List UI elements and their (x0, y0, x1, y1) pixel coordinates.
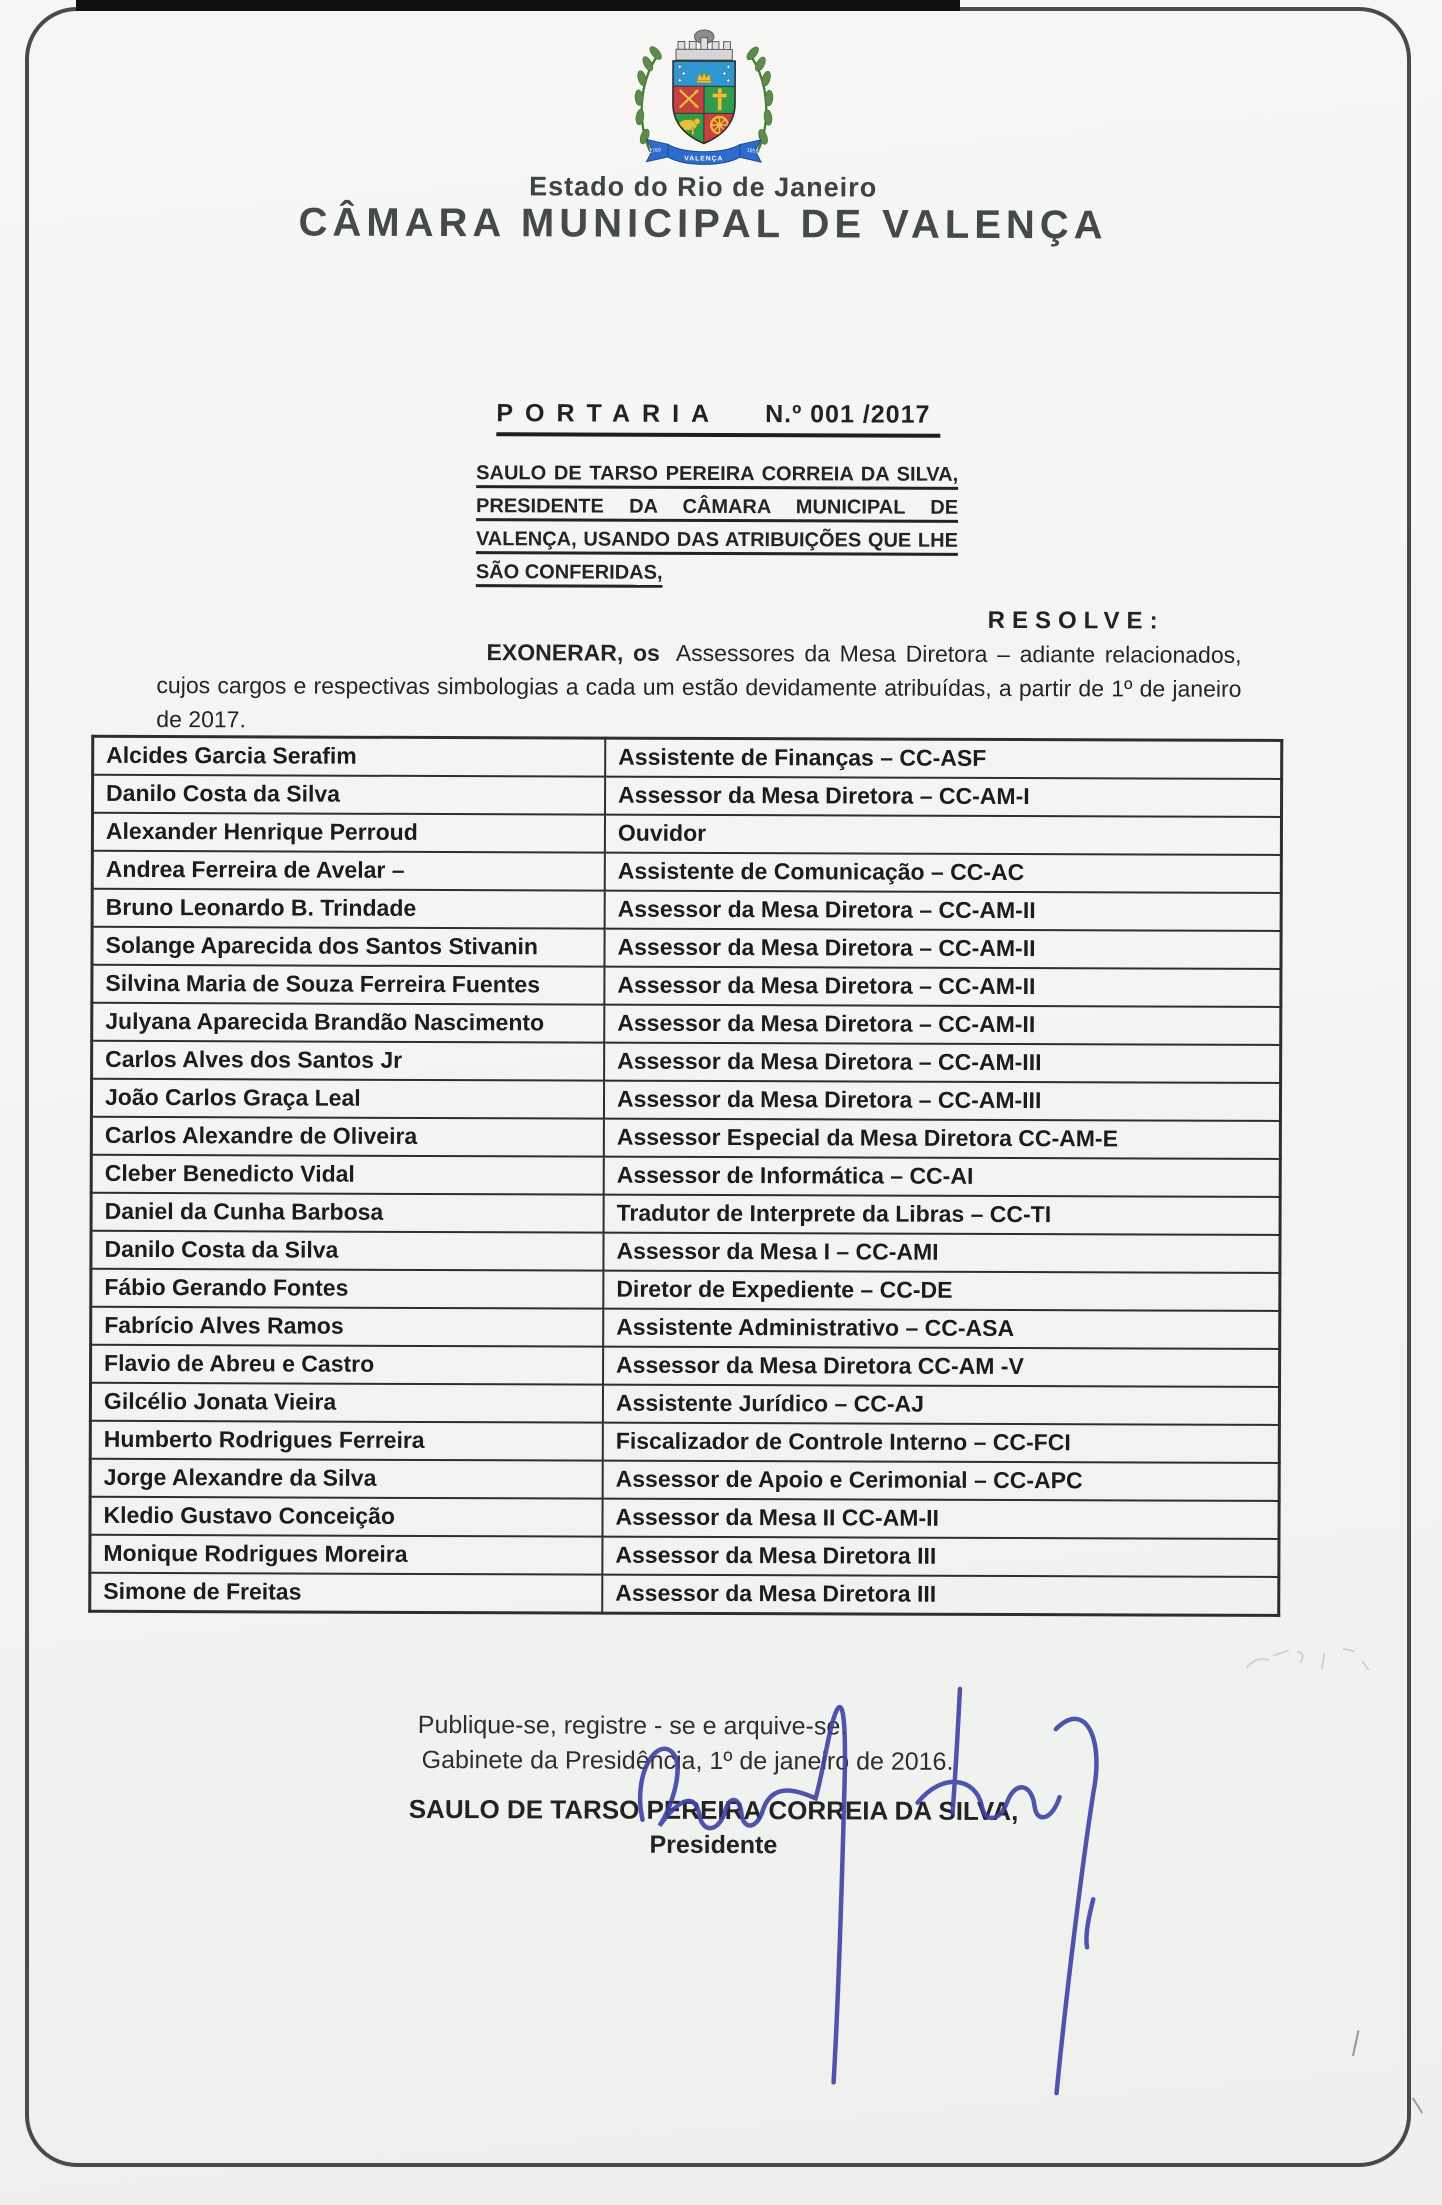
table-row (92, 813, 1281, 855)
role-cell: Diretor de Expediente – CC-DE (603, 1271, 1280, 1311)
portaria-word: PORTARIA (496, 399, 722, 428)
ribbon-year-right: 1857 (746, 147, 759, 156)
table-row (91, 1193, 1280, 1235)
table-row (91, 1307, 1280, 1349)
table-row (90, 1573, 1279, 1616)
official-name-cell: Alexander Henrique Perroud (92, 813, 605, 853)
role-cell: Assistente de Comunicação – CC-AC (605, 853, 1282, 893)
table-row (93, 775, 1282, 817)
official-name-cell: Monique Rodrigues Moreira (90, 1535, 603, 1575)
signature-ink (586, 1650, 1128, 2112)
municipal-coat-of-arms-icon (621, 20, 787, 173)
role-cell: Tradutor de Interprete da Libras – CC-TI (604, 1195, 1281, 1235)
roster-table-body (90, 736, 1282, 1615)
role-cell: Assessor da Mesa Diretora – CC-AM-I (605, 777, 1282, 817)
municipality-name: CÂMARA MUNICIPAL DE VALENÇA (298, 200, 1108, 248)
official-name-cell: Silvina Maria de Souza Ferreira Fuentes (92, 965, 605, 1005)
table-row (92, 851, 1281, 893)
role-cell: Assessor da Mesa II CC-AM-II (602, 1499, 1279, 1539)
role-cell: Assessor Especial da Mesa Diretora CC-AM-E (604, 1119, 1281, 1159)
table-row (90, 1535, 1279, 1577)
publish-line: Publique-se, registre - se e arquive-se. (417, 1710, 848, 1741)
table-row (92, 889, 1281, 931)
official-name-cell: Kledio Gustavo Conceição (90, 1497, 603, 1537)
table-row (91, 1345, 1280, 1387)
role-cell: Assistente Administrativo – CC-ASA (603, 1309, 1280, 1349)
table-row (92, 1041, 1281, 1083)
official-name-cell: Bruno Leonardo B. Trindade (92, 889, 605, 929)
table-row (90, 1459, 1279, 1501)
wheel-charge (711, 117, 728, 134)
official-name-cell: Jorge Alexandre da Silva (90, 1459, 603, 1499)
role-cell: Assessor da Mesa Diretora CC-AM -V (603, 1347, 1280, 1387)
preamble-text: SAULO DE TARSO PEREIRA CORREIA DA SILVA, PRESIDENTE DA CÂMARA MUNICIPAL DE VALENÇA, USANDO DAS ATRIBUIÇÕES QUE LHE SÃO CONFERIDAS, (475, 462, 959, 584)
table-row (91, 1269, 1280, 1311)
role-cell: Assessor da Mesa Diretora – CC-AM-II (605, 891, 1282, 931)
shield-quarters (673, 61, 735, 145)
official-name-cell: Danilo Costa da Silva (93, 775, 606, 815)
official-name-cell: Danilo Costa da Silva (91, 1231, 604, 1271)
official-name-cell: Gilcélio Jonata Vieira (90, 1383, 603, 1423)
stray-pen-mark (1412, 2097, 1423, 2113)
role-cell: Ouvidor (605, 815, 1282, 855)
official-name-cell: Andrea Ferreira de Avelar – (92, 851, 605, 891)
table-row (92, 965, 1281, 1007)
table-row (92, 1003, 1281, 1045)
table-row (92, 927, 1281, 969)
role-cell: Assessor da Mesa Diretora – CC-AM-II (604, 929, 1281, 969)
official-name-cell: Humberto Rodrigues Ferreira (90, 1421, 603, 1461)
official-name-cell: Carlos Alves dos Santos Jr (92, 1041, 605, 1081)
role-cell: Fiscalizador de Controle Interno – CC-FCI (603, 1423, 1280, 1463)
exonerar-paragraph (156, 634, 1241, 740)
official-name-cell: Alcides Garcia Serafim (93, 736, 606, 776)
role-cell: Assessor da Mesa Diretora III (602, 1537, 1279, 1577)
official-name-cell: Julyana Aparecida Brandão Nascimento (92, 1003, 605, 1043)
mural-crown (676, 30, 732, 60)
table-row (90, 1421, 1279, 1463)
official-name-cell: Fabrício Alves Ramos (91, 1307, 604, 1347)
ribbon-city-name: VALENÇA (684, 155, 724, 163)
role-cell: Assistente Jurídico – CC-AJ (603, 1385, 1280, 1425)
official-name-cell: Flavio de Abreu e Castro (91, 1345, 604, 1385)
table-row (91, 1155, 1280, 1197)
ribbon-year-left: 1789 (648, 147, 662, 155)
table-row (91, 1231, 1280, 1273)
official-name-cell: Solange Aparecida dos Santos Stivanin (92, 927, 605, 967)
table-row (93, 736, 1282, 779)
table-row (91, 1117, 1280, 1159)
exonerar-rest: Assessores da Mesa Diretora – adiante relacionados, cujos cargos e respectivas simbologias a cada um estão devidamente atribuídas, a partir de 1º de janeiro de 2017. (156, 639, 1242, 733)
table-row (90, 1497, 1279, 1539)
table-row (90, 1383, 1279, 1425)
official-name-cell: Carlos Alexandre de Oliveira (91, 1117, 604, 1157)
official-name-cell: Cleber Benedicto Vidal (91, 1155, 604, 1195)
exonerar-lead: EXONERAR, os (486, 639, 660, 666)
roster-table (88, 735, 1283, 1617)
pencil-scribble (1238, 1624, 1413, 1685)
role-cell: Assessor da Mesa Diretora III (602, 1575, 1279, 1616)
official-name-cell: Daniel da Cunha Barbosa (91, 1193, 604, 1233)
role-cell: Assessor da Mesa Diretora – CC-AM-II (604, 1005, 1281, 1045)
role-cell: Assessor da Mesa I – CC-AMI (603, 1233, 1280, 1273)
role-cell: Assessor de Apoio e Cerimonial – CC-APC (603, 1461, 1280, 1501)
role-cell: Assessor da Mesa Diretora – CC-AM-II (604, 967, 1281, 1007)
resolve-label: RESOLVE: (987, 606, 1165, 635)
signatory-name: SAULO DE TARSO PEREIRA CORREIA DA SILVA, (408, 1793, 1019, 1827)
official-name-cell: João Carlos Graça Leal (91, 1079, 604, 1119)
portaria-number: N.º 001 /2017 (765, 400, 931, 429)
role-cell: Assessor da Mesa Diretora – CC-AM-III (604, 1081, 1281, 1121)
stray-pen-mark (1352, 2030, 1359, 2056)
role-cell: Assistente de Finanças – CC-ASF (605, 738, 1282, 779)
role-cell: Assessor de Informática – CC-AI (604, 1157, 1281, 1197)
portaria-title (496, 399, 940, 438)
cabinet-line: Gabinete da Presidência, 1º de janeiro de 2016. (421, 1745, 954, 1776)
official-name-cell: Simone de Freitas (90, 1573, 603, 1613)
table-row (91, 1079, 1280, 1121)
signatory-title: Presidente (649, 1830, 778, 1860)
official-name-cell: Fábio Gerando Fontes (91, 1269, 604, 1309)
state-name: Estado do Rio de Janeiro (529, 171, 878, 203)
role-cell: Assessor da Mesa Diretora – CC-AM-III (604, 1043, 1281, 1083)
